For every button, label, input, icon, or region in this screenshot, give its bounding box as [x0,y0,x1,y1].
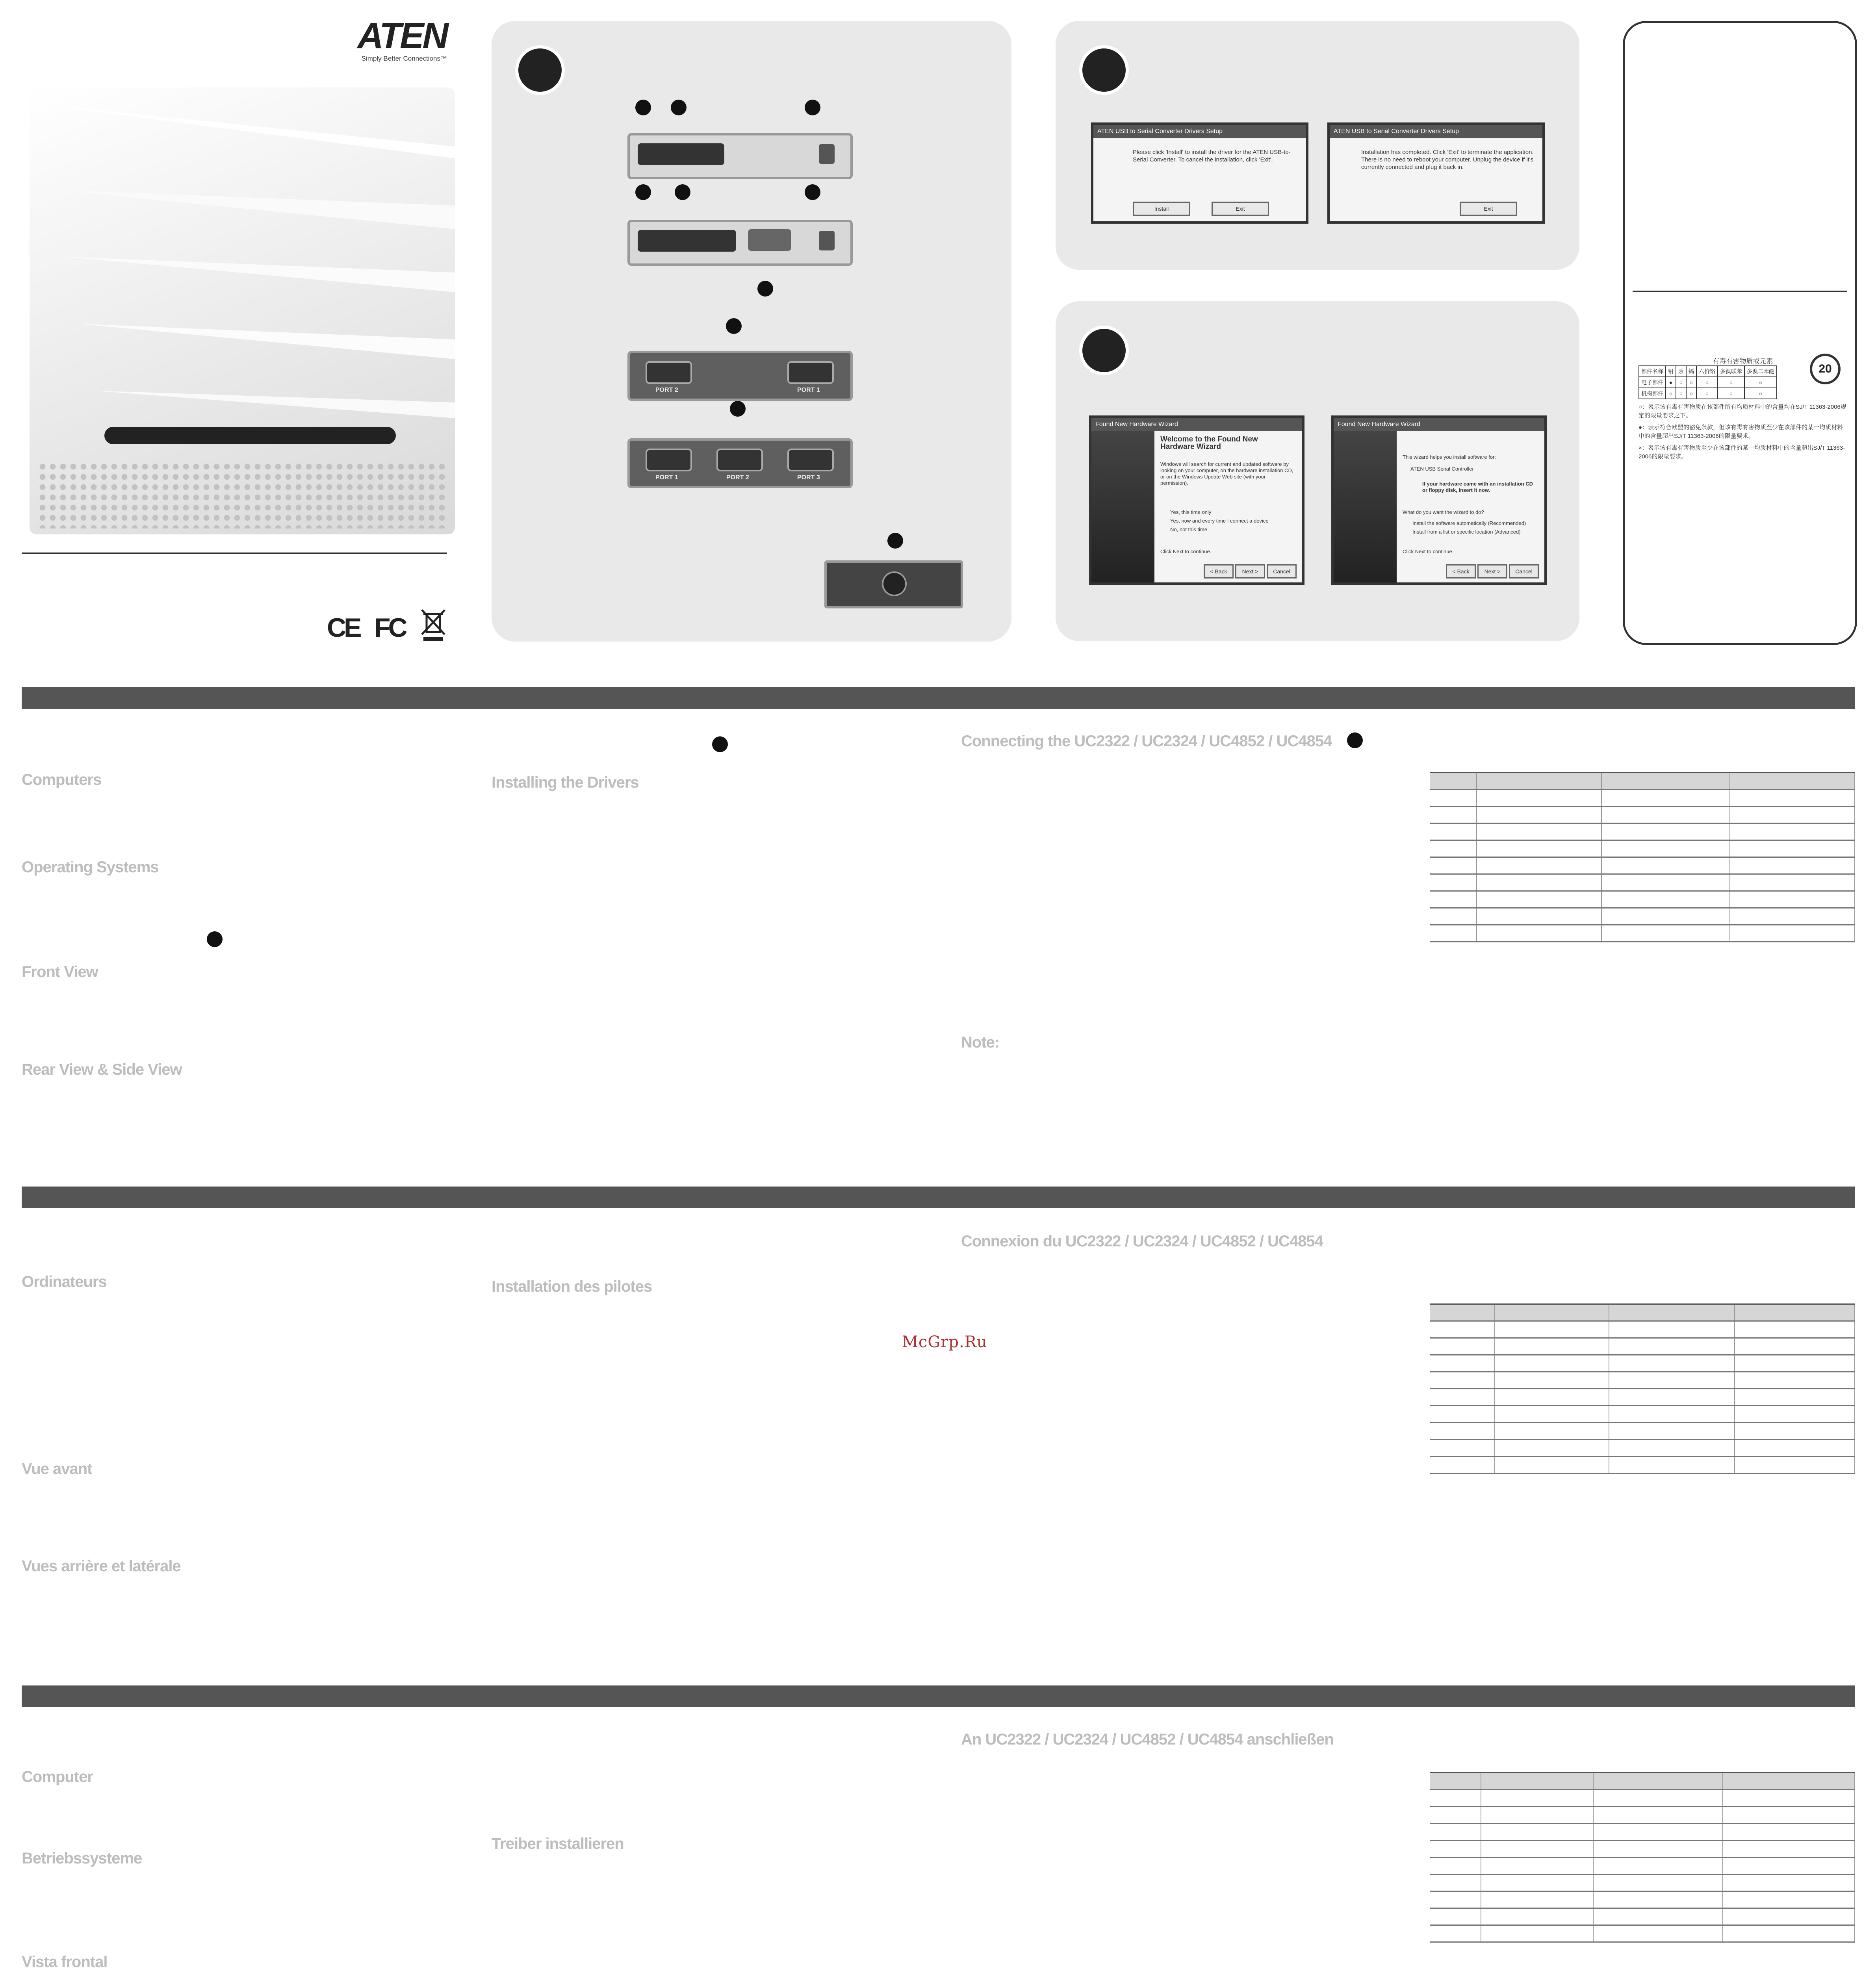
rohs-cell: ○ [1718,388,1744,399]
table-cell [1609,1372,1735,1389]
pin-assignment-table [1430,1303,1855,1474]
table-cell [1430,1858,1481,1874]
rohs-cell: ○ [1666,388,1676,399]
table-cell [1481,1925,1593,1942]
table-cell [1735,1423,1855,1440]
table-cell [1601,891,1730,908]
port-2-label: PORT 2 [655,387,678,393]
port-1-label: PORT 1 [797,387,820,393]
rohs-panel [1623,21,1857,645]
table-cell [1430,908,1477,925]
table-cell [1730,857,1855,874]
wizard-side-image [1334,431,1397,582]
db9-port-1 [646,449,692,471]
table-cell [1430,925,1477,942]
table-row [1430,1858,1855,1874]
table-row [1430,1389,1855,1406]
table-cell [1430,1321,1495,1338]
table-cell [1430,1338,1495,1355]
table-row [1430,823,1855,840]
table-cell [1735,1372,1855,1389]
table-cell [1593,1908,1723,1925]
device-name: ATEN USB Serial Controller [1410,466,1474,472]
table-cell [1723,1891,1855,1908]
table-cell [1430,1807,1481,1824]
table-cell [1735,1406,1855,1423]
table-cell [1609,1457,1735,1474]
table-row [1430,1790,1855,1807]
table-cell [1593,1925,1723,1942]
table-cell [1430,1406,1495,1423]
callout-marker [671,100,687,115]
wizard-welcome-dialog [1089,415,1304,585]
section-header-bar [22,687,1855,709]
exit-button[interactable]: Exit [1212,202,1269,216]
table-cell [1430,1874,1481,1891]
table-cell [1495,1372,1609,1389]
table-row [1430,1841,1855,1858]
table-row [1430,1773,1855,1790]
rohs-header-cell: 汞 [1676,366,1686,377]
rohs-cell: 机构部件 [1639,388,1666,399]
table-row [1430,1874,1855,1891]
table-cell [1609,1440,1735,1457]
rohs-note: ×：表示该有毒有害物质至少在该部件的某一均质材料中的含量超出SJ/T 11363-2006的限量要求。 [1638,445,1845,460]
rohs-cell: ○ [1686,377,1696,388]
table-cell [1601,908,1730,925]
port-3-label: PORT 3 [797,474,820,481]
port-1-label: PORT 1 [655,474,678,481]
rohs-20-badge [1810,354,1841,384]
table-cell [1609,1338,1735,1355]
table-cell [1601,823,1730,840]
table-cell [1723,1824,1855,1841]
table-cell [1430,857,1477,874]
pin-assignment-table [1430,772,1855,942]
table-cell [1430,891,1477,908]
dialog-title: Found New Hardware Wizard [1091,418,1302,431]
cover-artwork [30,87,455,534]
table-cell [1481,1858,1593,1874]
section-heading: Vues arrière et latérale [22,1557,181,1575]
table-cell [1430,1372,1495,1389]
option-list-install[interactable]: Install from a list or specific location (Advanced) [1412,529,1521,535]
wizard-install-dialog [1331,415,1547,585]
table-row [1430,1321,1855,1338]
rohs-badge-text: 20 [1818,362,1832,375]
side-view [824,560,963,608]
table-cell [1735,1389,1855,1406]
table-cell [1730,773,1855,790]
rohs-cell: 电子部件 [1639,377,1666,388]
exit-button[interactable]: Exit [1460,202,1517,216]
rohs-header-cell: 部件名称 [1639,366,1666,377]
table-row [1430,1372,1855,1389]
cover-title-bar [104,427,396,444]
callout-marker [675,184,690,200]
table-cell [1477,874,1601,891]
aten-tagline: Simply Better Connections™ [361,55,447,62]
section-heading: Front View [22,963,98,981]
welcome-text: Windows will search for current and updated software by looking on your computer, on the hardware installation CD, or on the Windows Update Web site (with your permission). [1160,461,1293,486]
connecting-heading: Connecting the UC2322 / UC2324 / UC4852 / UC4854 [961,732,1332,750]
table-cell [1730,823,1855,840]
table-cell [1730,790,1855,807]
table-cell [1495,1457,1609,1474]
table-cell [1430,1355,1495,1372]
table-row [1430,807,1855,823]
callout-marker [635,100,651,115]
table-cell [1730,874,1855,891]
table-cell [1730,840,1855,857]
table-row [1430,1925,1855,1942]
callout-marker [635,184,651,200]
cancel-button[interactable]: Cancel [1267,564,1297,578]
next-button[interactable]: Next > [1235,564,1265,578]
table-cell [1481,1891,1593,1908]
table-row [1430,1423,1855,1440]
status-leds [638,230,736,252]
table-row [1430,1406,1855,1423]
table-cell [1723,1773,1855,1790]
db9-port-1 [787,361,834,384]
power-jack [882,571,907,596]
cancel-button[interactable]: Cancel [1509,564,1539,578]
table-cell [1723,1874,1855,1891]
rear-view-2-port [627,351,853,401]
table-cell [1481,1874,1593,1891]
table-cell [1495,1389,1609,1406]
table-cell [1477,823,1601,840]
usb-port-icon [819,144,835,164]
table-cell [1495,1440,1609,1457]
rohs-header-cell: 镉 [1686,366,1696,377]
table-row [1430,1824,1855,1841]
note-label: Note: [961,1034,1000,1051]
uc2324-front-view [627,220,853,266]
section-marker [1347,732,1363,748]
table-cell [1593,1824,1723,1841]
table-cell [1430,874,1477,891]
table-row [1430,891,1855,908]
table-cell [1593,1891,1723,1908]
table-row [1430,773,1855,790]
callout-marker [730,401,746,417]
table-cell [1735,1321,1855,1338]
table-row [1430,790,1855,807]
table-cell [1477,773,1601,790]
table-cell [1601,857,1730,874]
option-no[interactable]: No, not this time [1170,527,1207,532]
table-row [1430,1304,1855,1321]
table-cell [1593,1874,1723,1891]
section-heading: Vista frontal [22,1953,108,1969]
table-cell [1609,1389,1735,1406]
option-yes-always[interactable]: Yes, now and every time I connect a device [1170,518,1269,524]
panel-c-marker [1079,326,1129,375]
option-yes-once[interactable]: Yes, this time only [1170,509,1212,515]
table-cell [1609,1304,1735,1321]
section-heading: Rear View & Side View [22,1061,182,1078]
back-button[interactable]: < Back [1204,564,1234,578]
rohs-cell: ○ [1744,377,1777,388]
section-marker [712,736,728,752]
table-cell [1730,807,1855,823]
table-cell [1730,891,1855,908]
click-next-text: Click Next to continue. [1160,549,1212,554]
rohs-cell: ○ [1744,388,1777,399]
rohs-table [1638,365,1820,399]
table-cell [1593,1773,1723,1790]
table-cell [1601,790,1730,807]
table-cell [1477,925,1601,942]
port-2-label: PORT 2 [726,474,749,481]
table-cell [1735,1338,1855,1355]
section-marker [207,931,223,947]
section-heading: Computer [22,1768,93,1785]
table-cell [1735,1304,1855,1321]
next-button[interactable]: Next > [1477,564,1507,578]
option-auto-install[interactable]: Install the software automatically (Recommended) [1412,520,1526,526]
back-button[interactable]: < Back [1446,564,1476,578]
rohs-table-title: 有毒有害物质或元素 [1713,358,1773,365]
cover-dot-grid [37,462,447,528]
wizard-install-heading: This wizard helps you install software for: [1403,454,1496,460]
aten-logo [341,18,447,61]
table-cell [1430,1841,1481,1858]
hardware-diagram-panel [492,21,1011,642]
callout-marker [757,281,773,297]
rohs-header-cell: 多溴二苯醚 [1744,366,1777,377]
table-row [1430,1908,1855,1925]
table-row [1430,857,1855,874]
table-cell [1477,908,1601,925]
table-cell [1495,1304,1609,1321]
welcome-heading: Welcome to the Found New Hardware Wizard [1160,435,1258,451]
section-header-bar [22,1685,1855,1707]
rohs-header-cell: 铅 [1666,366,1676,377]
table-cell [1495,1355,1609,1372]
rohs-cell: ○ [1696,388,1718,399]
table-cell [1495,1321,1609,1338]
callout-marker [805,184,820,200]
table-cell [1593,1790,1723,1807]
table-row [1430,1338,1855,1355]
rohs-cell: ○ [1718,377,1744,388]
table-cell [1495,1338,1609,1355]
rohs-cell: ○ [1676,388,1686,399]
drivers-heading: Installing the Drivers [492,774,639,791]
dialog-title: Found New Hardware Wizard [1334,418,1544,431]
table-cell [1609,1355,1735,1372]
rohs-note: ●：表示符合欧盟的豁免条款，但该有毒有害物质至少在该部件的某一均质材料中的含量超出SJ/T 11363-2006的限量要求。 [1638,424,1843,439]
rohs-cell: ○ [1676,377,1686,388]
install-complete-dialog [1327,122,1545,224]
section-heading: Betriebssysteme [22,1850,142,1867]
rohs-cell: ○ [1696,377,1718,388]
table-cell [1477,790,1601,807]
table-cell [1593,1841,1723,1858]
rohs-header-cell: 多溴联苯 [1718,366,1744,377]
table-cell [1430,1304,1495,1321]
pin-assignment-table [1430,1772,1855,1943]
table-row [1430,908,1855,925]
db9-port-3 [787,449,834,471]
panel-a-marker [515,45,565,95]
table-cell [1481,1807,1593,1824]
table-cell [1430,807,1477,823]
db9-port-2 [646,361,692,384]
table-row [1430,1440,1855,1457]
drivers-heading: Treiber installieren [492,1835,624,1852]
section-heading: Vue avant [22,1460,92,1478]
hardware-wizard-panel [1056,301,1579,641]
section-heading: Operating Systems [22,858,159,876]
rohs-cell: ● [1666,377,1676,388]
section-heading: Ordinateurs [22,1273,107,1290]
driver-setup-panel [1056,21,1579,270]
usb-port-icon [819,231,835,250]
table-row [1430,840,1855,857]
table-row [1430,1457,1855,1474]
table-cell [1477,840,1601,857]
table-cell [1481,1841,1593,1858]
table-cell [1601,840,1730,857]
table-cell [1735,1440,1855,1457]
section-header-bar [22,1187,1855,1208]
drivers-heading: Installation des pilotes [492,1278,652,1295]
table-cell [1430,1790,1481,1807]
rohs-note: ○：表示该有毒有害物质在该部件所有均质材料中的含量均在SJ/T 11363-2006规定的限量要求之下。 [1638,404,1846,419]
ce-mark: CE [327,613,360,643]
table-cell [1723,1790,1855,1807]
table-row [1430,874,1855,891]
table-cell [1593,1807,1723,1824]
table-cell [1430,790,1477,807]
table-cell [1723,1908,1855,1925]
table-cell [1593,1858,1723,1874]
uc2322-front-view [627,133,853,179]
table-cell [1723,1807,1855,1824]
cover-divider [22,553,447,554]
table-cell [1601,773,1730,790]
rohs-header-cell: 六价铬 [1696,366,1718,377]
table-cell [1430,1925,1481,1942]
table-cell [1609,1423,1735,1440]
table-cell [1430,1773,1481,1790]
table-cell [1609,1321,1735,1338]
callout-marker [887,533,903,549]
table-cell [1735,1457,1855,1474]
dialog-message: Installation has completed. Click 'Exit' to terminate the application. There is no need to reboot your computer. Unplug the device if it's currently connected and plug it back in. [1361,149,1534,171]
table-cell [1430,1423,1495,1440]
table-cell [1723,1925,1855,1942]
install-dialog [1091,122,1308,224]
wizard-side-image [1091,431,1154,582]
table-cell [1430,840,1477,857]
table-cell [1481,1773,1593,1790]
table-cell [1609,1406,1735,1423]
table-cell [1735,1355,1855,1372]
fcc-mark: FC [374,613,405,643]
connecting-heading: Connexion du UC2322 / UC2324 / UC4852 / UC4854 [961,1233,1323,1250]
table-cell [1430,823,1477,840]
table-cell [1477,807,1601,823]
click-next-text: Click Next to continue. [1403,549,1454,554]
table-cell [1495,1406,1609,1423]
table-cell [1481,1908,1593,1925]
weee-bin-icon [419,608,447,642]
rohs-notes [1638,403,1847,461]
table-cell [1730,908,1855,925]
table-cell [1601,807,1730,823]
table-cell [1477,857,1601,874]
table-cell [1477,891,1601,908]
dialog-title: ATEN USB to Serial Converter Drivers Setup [1330,125,1542,138]
table-row [1430,1807,1855,1824]
rear-view-4-port [627,438,853,488]
section-heading: Computers [22,771,102,788]
table-row [1430,1891,1855,1908]
table-cell [1481,1790,1593,1807]
table-cell [1601,925,1730,942]
table-cell [1430,1824,1481,1841]
rohs-grid [1638,365,1777,399]
watermark: McGrp.Ru [902,1333,987,1351]
rohs-divider [1633,291,1847,292]
panel-b-marker [1079,45,1129,95]
callout-marker [726,318,742,334]
cd-text: If your hardware came with an installation CD or floppy disk, insert it now. [1422,481,1533,493]
rohs-cell: ○ [1686,388,1696,399]
certification-logos [327,608,453,644]
what-do-text: What do you want the wizard to do? [1403,509,1484,515]
table-cell [1430,1457,1495,1474]
table-cell [1723,1841,1855,1858]
table-cell [1430,1891,1481,1908]
aten-logo-text: ATEN [357,16,447,56]
status-leds [638,143,724,165]
connecting-heading: An UC2322 / UC2324 / UC4852 / UC4854 anschließen [961,1731,1334,1748]
table-cell [1430,773,1477,790]
dialog-message: Please click 'Install' to install the driver for the ATEN USB-to-Serial Converter. To cancel the installation, click 'Exit'. [1133,149,1291,163]
table-cell [1723,1858,1855,1874]
table-row [1430,1355,1855,1372]
table-row [1430,925,1855,942]
table-cell [1730,925,1855,942]
table-cell [1430,1389,1495,1406]
table-cell [1601,874,1730,891]
install-button[interactable]: Install [1133,202,1190,216]
dialog-title: ATEN USB to Serial Converter Drivers Setup [1093,125,1306,138]
db9-port-2 [716,449,763,471]
serial-port [748,229,791,251]
table-cell [1430,1440,1495,1457]
table-cell [1495,1423,1609,1440]
callout-marker [805,100,820,115]
table-cell [1430,1908,1481,1925]
table-cell [1481,1824,1593,1841]
